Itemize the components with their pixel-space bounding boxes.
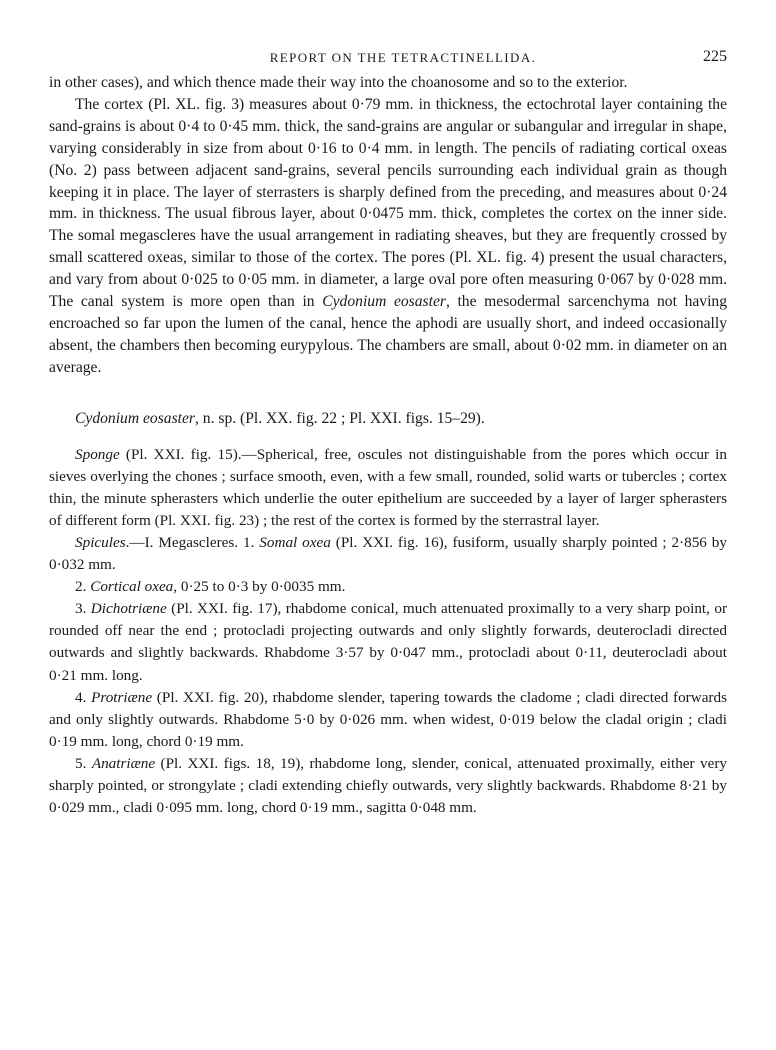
anatriaene-label: Anatriæne — [91, 754, 156, 772]
spicules-label: Spicules — [75, 533, 126, 551]
paragraph-dichotriaene — [49, 598, 727, 686]
somal-oxea-text: (Pl. XXI. fig. 16), fusiform, usually sharply pointed ; 2·856 by 0·032 mm. — [49, 533, 727, 574]
paragraph-anatriaene — [49, 753, 727, 819]
species-plates: , n. sp. (Pl. XX. fig. 22 ; Pl. XXI. figs. 15–29). — [194, 409, 485, 427]
anatriaene-number: 5. — [75, 754, 92, 772]
page — [49, 44, 727, 819]
cortex-text-a: The cortex (Pl. XL. fig. 3) measures about 0·79 mm. in thickness, the ectochrotal layer containing the sand-grains is about 0·4 to 0·45 mm. thick, the sand-grains are angular or subangular and irregular in shape, varying considerably in size from about 0·16 to 0·4 mm. in length. The pencils of radiating cortical oxeas (No. 2) pass between adjacent sand-grains, several pencils surrounding each individual grain as though keeping it in place. The layer of sterrasters is sharply defined from the preceding, and measures about 0·24 mm. in thickness. The usual fibrous layer, about 0·0475 mm. thick, completes the cortex on the inner side. The somal megascleres have the usual arrangement in radiating sheaves, but they are frequently crossed by small scattered oxeas, similar to those of the cortex. The pores (Pl. XL. fig. 4) present the usual characters, and vary from about 0·025 to 0·05 mm. in diameter, a large oval pore often measuring 0·067 by 0·028 mm. The canal system is more open than in — [49, 95, 727, 311]
protriaene-number: 4. — [75, 688, 92, 706]
paragraph-cortex — [49, 94, 727, 379]
dichotriaene-number: 3. — [75, 600, 91, 618]
anatriaene-text: (Pl. XXI. figs. 18, 19), rhabdome long, slender, conical, attenuated proximally, either very sharply pointed, or strongylate ; cladi extending chiefly outwards, very slightly backwards. Rhabdome 8·21 by 0·029 mm., cladi 0·095 mm. long, chord 0·19 mm., sagitta 0·048 mm. — [49, 754, 727, 817]
section-cortex — [49, 72, 727, 379]
cortical-oxea-number: 2. — [75, 578, 91, 596]
species-heading — [49, 408, 727, 430]
paragraph-cortical-oxea — [49, 576, 727, 598]
sponge-text: (Pl. XXI. fig. 15).—Spherical, free, oscules not distinguishable from the pores which occur in sieves overlying the chones ; surface smooth, even, with a few small, rounded, solid warts or tubercles ; cortex thin, the minute spherasters which underlie the outer epithelium are succeeded by a layer of larger spherasters of different form (Pl. XXI. fig. 23) ; the rest of the cortex is formed by the sterrastral layer. — [49, 445, 727, 529]
paragraph-exterior: in other cases), and which thence made their way into the choanosome and so to the exterior. — [49, 74, 628, 91]
page-header — [49, 44, 727, 72]
cortex-text-b: , the mesodermal sarcenchyma not having encroached so far upon the lumen of the canal, hence the aphodi are usually short, and indeed occasionally absent, the chambers then becoming eurypylous. The chambers are small, about 0·02 mm. in diameter on an average. — [49, 293, 728, 376]
cortical-oxea-text: , 0·25 to 0·3 by 0·0035 mm. — [173, 578, 346, 596]
somal-oxea-label: Somal oxea — [259, 533, 331, 551]
spicules-intro: .—I. Megascleres. 1. — [125, 533, 260, 551]
protriaene-label: Protriæne — [91, 688, 153, 706]
running-title: REPORT ON THE TETRACTINELLIDA. — [269, 50, 537, 65]
dichotriaene-label: Dichotriæne — [90, 600, 167, 618]
species-name: Cydonium eosaster — [75, 409, 195, 427]
cortical-oxea-label: Cortical oxea — [90, 578, 174, 596]
sponge-label: Sponge — [75, 445, 120, 463]
paragraph-protriaene — [49, 687, 727, 753]
dichotriaene-text: (Pl. XXI. fig. 17), rhabdome conical, much attenuated proximally to a very sharp point, or rounded off near the end ; protocladi projecting outwards and only slightly forwards, deuterocladi directed outwards and slightly backwards. Rhabdome 3·57 by 0·047 mm., protocladi about 0·11, deuterocladi about 0·21 mm. long. — [49, 600, 728, 684]
page-number: 225 — [703, 48, 727, 65]
paragraph-sponge — [49, 444, 727, 532]
genus-reference: Cydonium eosaster — [322, 293, 446, 311]
paragraph-spicules — [49, 532, 727, 576]
protriaene-text: (Pl. XXI. fig. 20), rhabdome slender, tapering towards the cladome ; cladi directed forwards and only slightly outwards. Rhabdome 5·0 by 0·026 mm. when widest, 0·019 below the cladal origin ; cladi 0·19 mm. long, chord 0·19 mm. — [49, 688, 727, 750]
section-description — [49, 444, 727, 820]
